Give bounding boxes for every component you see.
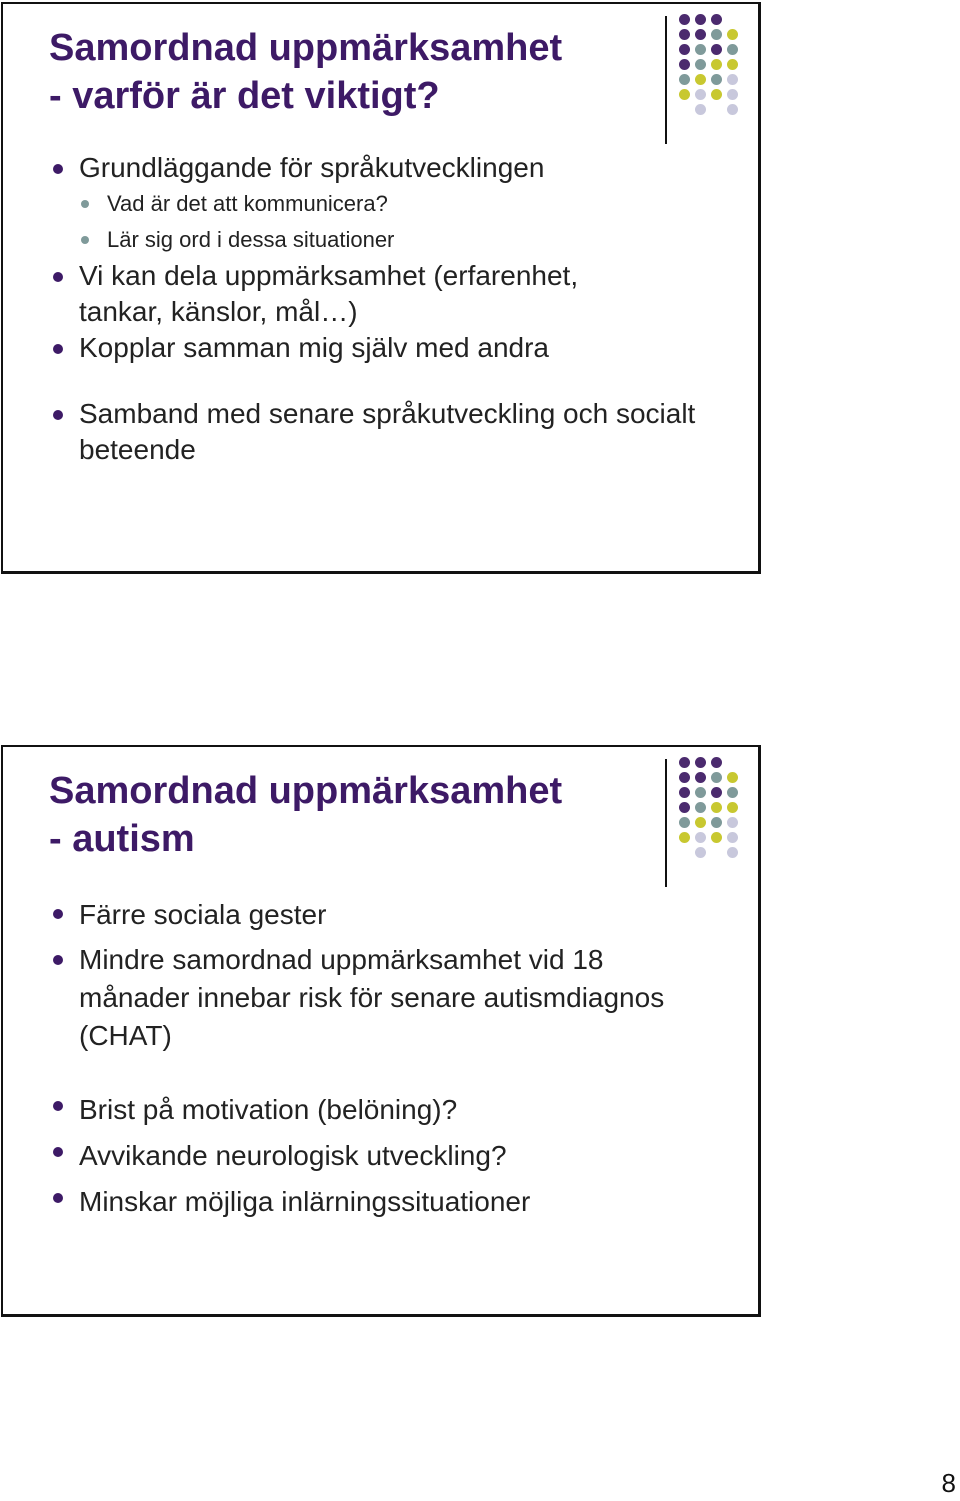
title-divider [665, 16, 667, 144]
decorative-dot [727, 832, 738, 843]
bullet-item: Mindre samordnad uppmärksamhet vid 18 månader innebar risk för senare autismdiagnos (CHAT) [49, 941, 679, 1055]
title-line-1: Samordnad uppmärksamhet [49, 770, 563, 812]
decorative-dot [711, 817, 722, 828]
decorative-dot [695, 74, 706, 85]
decorative-dot [727, 847, 738, 858]
decorative-dot [711, 29, 722, 40]
decorative-dot [727, 787, 738, 798]
sub-bullet-item: Vad är det att kommunicera? [49, 186, 689, 222]
decorative-dot [711, 802, 722, 813]
decorative-dot [695, 59, 706, 70]
decorative-dot [679, 802, 690, 813]
decorative-dot [695, 832, 706, 843]
decorative-dot [695, 787, 706, 798]
decorative-dot [727, 89, 738, 100]
decorative-dot [711, 832, 722, 843]
decorative-dot [711, 59, 722, 70]
slide-2 [1, 745, 761, 1317]
sub-bullet-item: Lär sig ord i dessa situationer [49, 222, 689, 258]
decorative-dot [711, 772, 722, 783]
decorative-dot [711, 787, 722, 798]
decorative-dot [679, 772, 690, 783]
title-line-2: - varför är det viktigt? [49, 75, 440, 117]
page-number: 8 [941, 1468, 956, 1498]
decorative-dot [727, 772, 738, 783]
decorative-dot [679, 44, 690, 55]
decorative-dot [695, 847, 706, 858]
title-line-1: Samordnad uppmärksamhet [49, 27, 563, 69]
decorative-dot [695, 89, 706, 100]
slide-1 [1, 2, 761, 574]
slide-title [49, 24, 562, 120]
bullet-item: Vi kan dela uppmärksamhet (erfarenhet, tankar, känslor, mål…) [49, 258, 639, 330]
decorative-dot [679, 74, 690, 85]
decorative-dot [695, 757, 706, 768]
decorative-dot [695, 44, 706, 55]
decorative-dot [695, 802, 706, 813]
decorative-dot [711, 14, 722, 25]
decorative-dot [727, 29, 738, 40]
decorative-dot [711, 89, 722, 100]
decorative-dot [727, 59, 738, 70]
slide-title [49, 767, 562, 863]
bullet-item: Avvikande neurologisk utveckling? [49, 1133, 689, 1179]
bullet-list [49, 150, 696, 468]
decorative-dot [679, 817, 690, 828]
decorative-dot [727, 74, 738, 85]
decorative-dot [727, 104, 738, 115]
decorative-dot [679, 89, 690, 100]
title-line-2: - autism [49, 818, 195, 860]
bullet-item: Samband med senare språkutveckling och socialt beteende [49, 396, 699, 468]
decorative-dot [679, 757, 690, 768]
bullet-list [49, 895, 689, 1225]
decorative-dot [727, 802, 738, 813]
decorative-dot [679, 832, 690, 843]
bullet-item: Brist på motivation (belöning)? [49, 1087, 689, 1133]
decorative-dot [695, 29, 706, 40]
decorative-dot [727, 817, 738, 828]
decorative-dot [711, 44, 722, 55]
bullet-item: Färre sociala gester [49, 895, 689, 935]
bullet-item: Kopplar samman mig själv med andra [49, 330, 689, 366]
decorative-dot [679, 29, 690, 40]
decorative-dot [727, 44, 738, 55]
decorative-dot [679, 59, 690, 70]
bullet-item: Grundläggande för språkutvecklingen [49, 150, 689, 186]
decorative-dot [695, 14, 706, 25]
decorative-dot [711, 757, 722, 768]
decorative-dot [679, 14, 690, 25]
decorative-dot [695, 104, 706, 115]
decorative-dot [711, 74, 722, 85]
bullet-item: Minskar möjliga inlärningssituationer [49, 1179, 689, 1225]
decorative-dot [695, 817, 706, 828]
title-divider [665, 759, 667, 887]
decorative-dot [679, 787, 690, 798]
decorative-dot [695, 772, 706, 783]
